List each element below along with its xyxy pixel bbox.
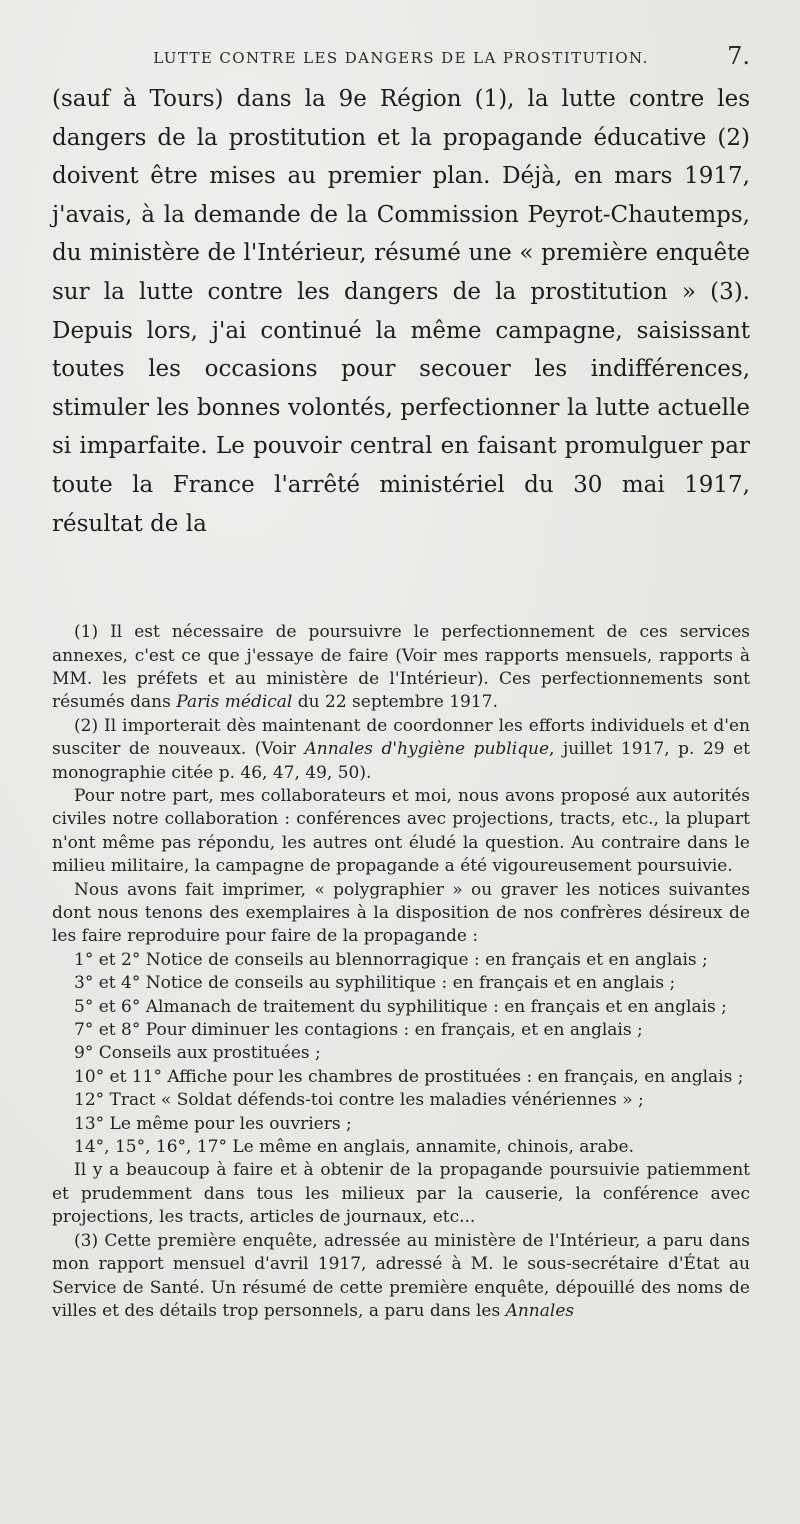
footnote-1-journal: Paris médical — [176, 692, 293, 713]
footnote-paragraph-propaganda: Il y a beaucoup à faire et à obtenir de la propagande poursuivie patiemment et prudemment dans tous les milieux par la causerie, la conférence avec projections, les tracts, articles de journaux, etc... — [52, 1160, 750, 1228]
running-head — [52, 40, 750, 76]
footnote-3-text: (3) Cette première enquête, adressée au ministère de l'Intérieur, a paru dans mon rapport mensuel d'avril 1917, adressé à M. le sous-secrétaire d'État au Service de Santé. Un résumé de cette première enquête, dépouillé des noms de villes et des détails trop personnels, a paru dans les — [52, 1230, 750, 1321]
notice-item: 9° Conseils aux prostituées ; — [74, 1043, 321, 1064]
notice-item: 13° Le même pour les ouvriers ; — [74, 1113, 352, 1134]
footnote-1 — [52, 621, 750, 715]
notice-item: 5° et 6° Almanach de traitement du syphilitique : en français et en anglais ; — [74, 996, 727, 1017]
notice-item: 1° et 2° Notice de conseils au blennorragique : en français et en anglais ; — [74, 949, 708, 970]
page-number: 7. — [727, 42, 750, 70]
footnote-3-journal: Annales — [505, 1300, 575, 1321]
running-head-title: LUTTE CONTRE LES DANGERS DE LA PROSTITUTION. — [153, 49, 649, 67]
footnote-1-date: du 22 septembre 1917. — [292, 692, 498, 713]
footnotes — [52, 621, 750, 1323]
main-paragraph: (sauf à Tours) dans la 9e Région (1), la lutte contre les dangers de la prostitution et la propagande éducative (2) doivent être mises au premier plan. Déjà, en mars 1917, j'avais, à la demande de la Commission Peyrot-Chautemps, du ministère de l'Intérieur, résumé une « première enquête sur la lutte contre les dangers de la prostitution » (3). Depuis lors, j'ai continué la même campagne, saisissant toutes les occasions pour secouer les indifférences, stimuler les bonnes volontés, perfectionner la lutte actuelle si imparfaite. Le pouvoir central en faisant promulguer par toute la France l'arrêté ministériel du 30 mai 1917, résultat de la — [52, 86, 750, 537]
notice-item: 14°, 15°, 16°, 17° Le même en anglais, annamite, chinois, arabe. — [74, 1137, 635, 1158]
footnote-2-text: (2) Il importerait dès maintenant de coordonner les efforts individuels et d'en susciter de nouveaux. (Voir — [52, 715, 750, 760]
notice-item: 3° et 4° Notice de conseils au syphilitique : en français et en anglais ; — [74, 973, 676, 994]
notice-item: 12° Tract « Soldat défends-toi contre les maladies vénériennes » ; — [74, 1090, 644, 1111]
footnote-1-text: (1) Il est nécessaire de poursuivre le perfectionnement de ces services annexes, c'est ce que j'essaye de faire (Voir mes rapports mensuels, rapports à MM. les préfets et au ministère de l'Intérieur). Ces perfectionnements sont résumés dans — [52, 622, 750, 713]
footnote-paragraph-collaboration: Pour notre part, mes collaborateurs et moi, nous avons proposé aux autorités civiles notre collaboration : conférences avec projections, tracts, etc., la plupart n'ont même pas répondu, les autres ont éludé la question. Au contraire dans le milieu militaire, la campagne de propagande a été vigoureusement poursuivie. — [52, 785, 750, 877]
notice-item: 7° et 8° Pour diminuer les contagions : en français, et en anglais ; — [74, 1020, 643, 1041]
notice-item: 10° et 11° Affiche pour les chambres de prostituées : en français, en anglais ; — [74, 1066, 744, 1087]
footnote-2-journal: Annales d'hygiène publique — [304, 739, 550, 760]
footnote-3 — [52, 1230, 750, 1324]
footnote-2 — [52, 715, 750, 785]
footnote-2-ref: , juillet 1917, p. 29 et monographie citée p. 46, 47, 49, 50). — [52, 739, 751, 783]
footnote-paragraph-notices: Nous avons fait imprimer, « polygraphier » ou graver les notices suivantes dont nous tenons des exemplaires à la disposition de nos confrères désireux de les faire reproduire pour faire de la propagande : — [52, 879, 750, 947]
main-text — [52, 80, 750, 543]
